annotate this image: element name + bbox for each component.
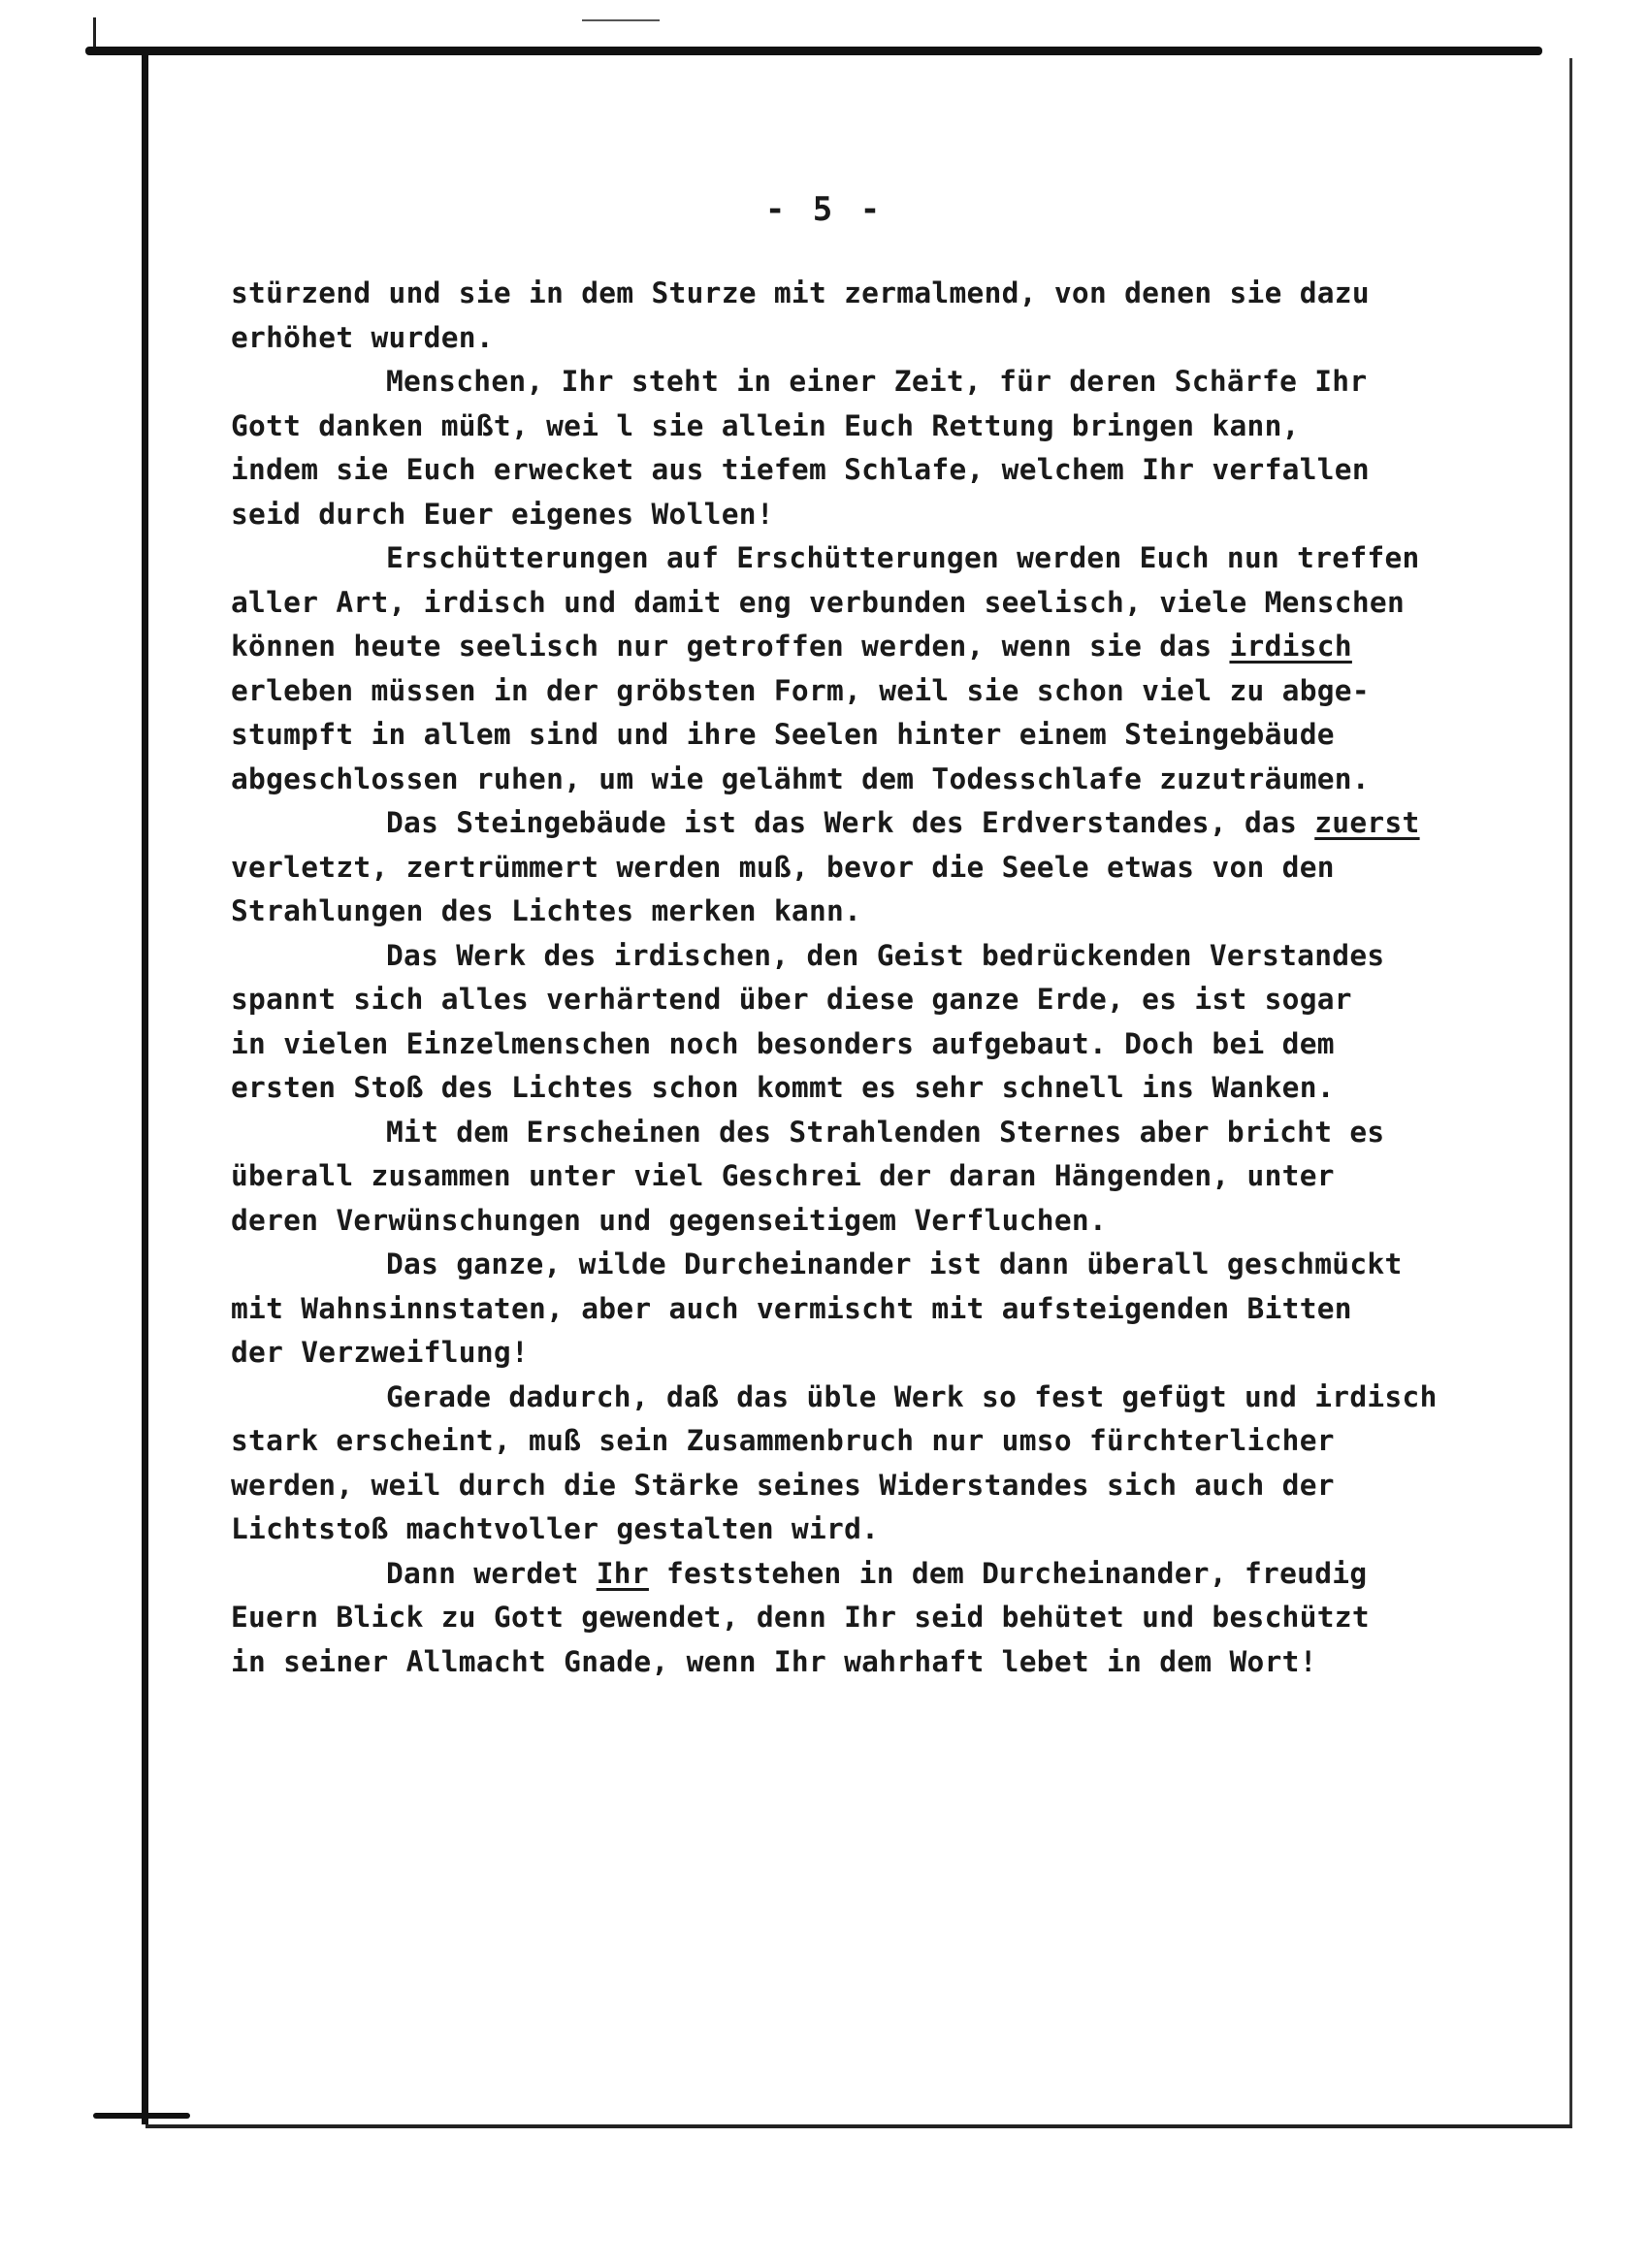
text-line	[231, 1111, 1511, 1155]
text-segment: stark erscheint, muß sein Zusammenbruch nur umso fürchterlicher	[231, 1424, 1335, 1457]
text-line	[231, 1154, 1511, 1199]
text-line	[231, 581, 1511, 626]
text-line	[231, 978, 1511, 1022]
text-segment: erleben müssen in der gröbsten Form, weil sie schon viel zu abge-	[231, 673, 1370, 707]
text-segment: stürzend und sie in dem Sturze mit zermalmend, von denen sie dazu	[231, 276, 1370, 309]
text-line	[231, 493, 1511, 537]
text-segment: Das ganze, wilde Durcheinander ist dann überall geschmückt	[386, 1247, 1403, 1280]
text-line	[231, 1640, 1511, 1685]
page-border-top	[85, 47, 1542, 55]
text-segment: Gerade dadurch, daß das üble Werk so fest gefügt und irdisch	[386, 1379, 1438, 1413]
text-line	[231, 272, 1511, 316]
text-segment: Euern Blick zu Gott gewendet, denn Ihr seid behütet und beschützt	[231, 1601, 1370, 1634]
text-line	[231, 1552, 1511, 1597]
text-segment: deren Verwünschungen und gegenseitigem Verfluchen.	[231, 1203, 1108, 1237]
text-line	[231, 1507, 1511, 1552]
text-line	[231, 1596, 1511, 1640]
document-body	[231, 272, 1511, 1684]
text-line	[231, 713, 1511, 758]
text-line	[231, 846, 1511, 891]
text-segment: Das Steingebäude ist das Werk des Erdverstandes, das	[386, 806, 1315, 839]
text-line	[231, 1022, 1511, 1067]
page-corner-mark	[93, 2113, 190, 2119]
text-line	[231, 360, 1511, 405]
text-segment: verletzt, zertrümmert werden muß, bevor die Seele etwas von den	[231, 850, 1335, 884]
text-line	[231, 1199, 1511, 1244]
text-segment: indem sie Euch erwecket aus tiefem Schlafe, welchem Ihr verfallen	[231, 453, 1370, 486]
text-line	[231, 1419, 1511, 1464]
text-segment: abgeschlossen ruhen, um wie gelähmt dem Todesschlafe zuzuträumen.	[231, 761, 1370, 795]
text-line	[231, 934, 1511, 979]
text-line	[231, 1243, 1511, 1287]
underlined-text: irdisch	[1229, 630, 1352, 663]
text-segment: erhöhet wurden.	[231, 320, 494, 354]
text-segment: stumpft in allem sind und ihre Seelen hinter einem Steingebäude	[231, 718, 1335, 751]
text-segment: in vielen Einzelmenschen noch besonders aufgebaut. Doch bei dem	[231, 1026, 1335, 1060]
text-segment: mit Wahnsinnstaten, aber auch vermischt mit aufsteigenden Bitten	[231, 1291, 1352, 1325]
text-segment: Menschen, Ihr steht in einer Zeit, für deren Schärfe Ihr	[386, 365, 1368, 398]
text-segment: seid durch Euer eigenes Wollen!	[231, 497, 774, 531]
text-line	[231, 625, 1511, 669]
page-border-right	[1569, 58, 1572, 2128]
text-line	[231, 1066, 1511, 1111]
text-segment: aller Art, irdisch und damit eng verbunden seelisch, viele Menschen	[231, 585, 1406, 619]
page-border-bottom	[146, 2124, 1571, 2128]
text-line	[231, 801, 1511, 846]
text-segment: werden, weil durch die Stärke seines Widerstandes sich auch der	[231, 1468, 1335, 1502]
text-segment: der Verzweiflung!	[231, 1336, 530, 1369]
text-line	[231, 669, 1511, 714]
text-line	[231, 890, 1511, 934]
text-line	[231, 1331, 1511, 1376]
scan-artifact-left-top	[93, 17, 96, 47]
text-line	[231, 536, 1511, 581]
text-segment: Mit dem Erscheinen des Strahlenden Sternes aber bricht es	[386, 1115, 1385, 1149]
text-segment: ersten Stoß des Lichtes schon kommt es sehr schnell ins Wanken.	[231, 1071, 1335, 1104]
text-segment: Lichtstoß machtvoller gestalten wird.	[231, 1512, 880, 1545]
text-line	[231, 1287, 1511, 1332]
text-segment: Erschütterungen auf Erschütterungen werden Euch nun treffen	[386, 541, 1420, 574]
text-segment: Das Werk des irdischen, den Geist bedrückenden Verstandes	[386, 938, 1385, 972]
text-segment: Gott danken müßt, wei l sie allein Euch Rettung bringen kann,	[231, 408, 1300, 442]
text-segment: überall zusammen unter viel Geschrei der daran Hängenden, unter	[231, 1159, 1335, 1192]
text-line	[231, 316, 1511, 361]
underlined-text: Ihr	[596, 1556, 649, 1590]
underlined-text: zuerst	[1314, 806, 1420, 839]
scan-artifact-top	[582, 19, 660, 21]
text-segment: spannt sich alles verhärtend über diese ganze Erde, es ist sogar	[231, 983, 1352, 1016]
text-segment: können heute seelisch nur getroffen werden, wenn sie das	[231, 630, 1230, 663]
text-segment: feststehen in dem Durcheinander, freudig	[648, 1556, 1368, 1590]
text-line	[231, 758, 1511, 802]
text-line	[231, 405, 1511, 449]
text-line	[231, 1464, 1511, 1508]
page-number: - 5 -	[764, 190, 885, 229]
text-segment: Strahlungen des Lichtes merken kann.	[231, 894, 862, 927]
text-segment: in seiner Allmacht Gnade, wenn Ihr wahrhaft lebet in dem Wort!	[231, 1644, 1317, 1678]
text-segment: Dann werdet	[386, 1556, 597, 1590]
text-line	[231, 1376, 1511, 1420]
page-border-left	[142, 50, 148, 2124]
text-line	[231, 448, 1511, 493]
